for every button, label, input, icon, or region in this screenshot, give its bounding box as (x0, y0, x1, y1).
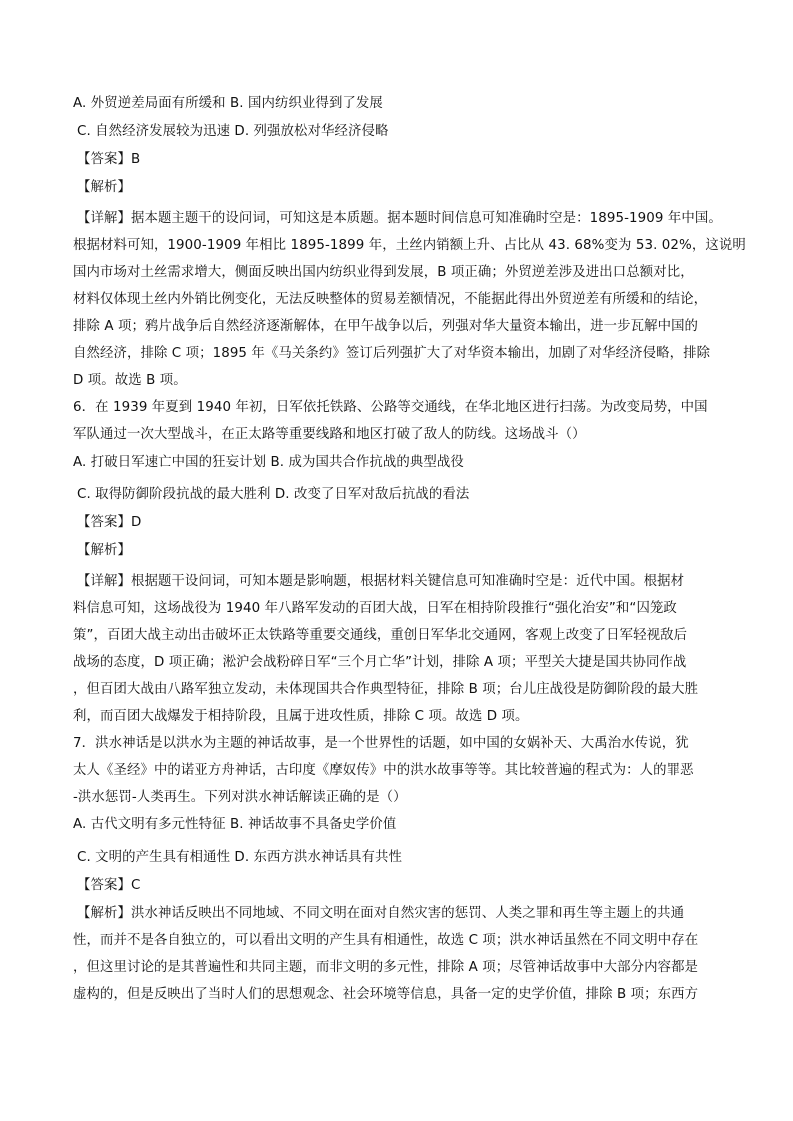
answer-label: 【答案】D (77, 515, 142, 530)
explanation-line: 【详解】据本题主题干的设问词，可知这是本质题。据本题时间信息可知准确时空是：1895-1909 年中国。 (77, 211, 722, 226)
explanation-line: 材料仅体现土丝内外销比例变化，无法反映整体的贸易差额情况，不能据此得出外贸逆差有所缓和的结论， (73, 292, 708, 307)
option-line: C. 取得防御阶段抗战的最大胜利 D. 改变了日军对敌后抗战的看法 (77, 487, 470, 502)
explanation-line: 战场的态度，D 项正确；淞沪会战粉碎日军“三个月亡华”计划，排除 A 项；平型关大捷是国共协同作战 (73, 655, 687, 670)
explanation-line: 根据材料可知，1900-1909 年相比 1895-1899 年，土丝内销额上升、占比从 43. 68%变为 53. 02%，这说明 (73, 238, 746, 253)
question-stem: 6．在 1939 年夏到 1940 年初，日军依托铁路、公路等交通线，在华北地区进行扫荡。为改变局势，中国 (73, 400, 708, 415)
explanation-line: D 项。故选 B 项。 (73, 373, 187, 388)
explanation-line: 策”，百团大战主动出击破坏正太铁路等重要交通线，重创日军华北交通网，客观上改变了日军轻视敌后 (73, 628, 688, 643)
explanation-line: 利，而百团大战爆发于相持阶段，且属于进攻性质，排除 C 项。故选 D 项。 (73, 709, 529, 724)
explanation-line: 料信息可知，这场战役为 1940 年八路军发动的百团大战，日军在相持阶段推行“强化治安”和“囚笼政 (73, 601, 677, 616)
answer-label: 【答案】B (77, 152, 141, 167)
explanation-line: 虚构的，但是反映出了当时人们的思想观念、社会环境等信息，具备一定的史学价值，排除 B 项；东西方 (73, 987, 699, 1002)
option-line: C. 文明的产生具有相通性 D. 东西方洪水神话具有共性 (77, 850, 402, 865)
explanation-line: 国内市场对土丝需求增大，侧面反映出国内纺织业得到发展，B 项正确；外贸逆差涉及进出口总额对比， (73, 265, 694, 280)
question-stem: 军队通过一次大型战斗，在正太路等重要线路和地区打破了敌人的防线。这场战斗（） (73, 427, 586, 442)
option-line: A. 古代文明有多元性特征 B. 神话故事不具备史学价值 (73, 817, 397, 832)
explanation-line: 【详解】根据题干设问词，可知本题是影响题，根据材料关键信息可知准确时空是：近代中国。根据材 (77, 574, 685, 589)
question-stem: 太人《圣经》中的诺亚方舟神话，古印度《摩奴传》中的洪水故事等等。其比较普遍的程式为：人的罪恶 (73, 763, 694, 778)
option-line: A. 外贸逆差局面有所缓和 B. 国内纺织业得到了发展 (73, 96, 383, 111)
explanation-line: 【解析】洪水神话反映出不同地域、不同文明在面对自然灾害的惩罚、人类之罪和再生等主题上的共通 (77, 906, 685, 921)
explanation-line: ，但百团大战由八路军独立发动，未体现国共合作典型特征，排除 B 项；台儿庄战役是防御阶段的最大胜 (73, 682, 699, 697)
analysis-label: 【解析】 (77, 180, 131, 195)
option-line: C. 自然经济发展较为迅速 D. 列强放松对华经济侵略 (77, 124, 389, 139)
explanation-line: 排除 A 项；鸦片战争后自然经济逐渐解体，在甲午战争以后，列强对华大量资本输出，进一步瓦解中国的 (73, 319, 699, 334)
question-stem: 7．洪水神话是以洪水为主题的神话故事，是一个世界性的话题，如中国的女娲补天、大禹治水传说，犹 (73, 736, 689, 751)
question-stem: -洪水惩罚-人类再生。下列对洪水神话解读正确的是（） (73, 790, 407, 805)
explanation-line: 自然经济，排除 C 项；1895 年《马关条约》签订后列强扩大了对华资本输出，加剧了对华经济侵略，排除 (73, 346, 711, 361)
analysis-label: 【解析】 (77, 543, 131, 558)
answer-label: 【答案】C (77, 878, 141, 893)
explanation-line: ，但这里讨论的是其普遍性和共同主题，而非文明的多元性，排除 A 项；尽管神话故事中大部分内容都是 (73, 960, 699, 975)
explanation-line: 性，而并不是各自独立的，可以看出文明的产生具有相通性，故选 C 项；洪水神话虽然在不同文明中存在 (73, 933, 699, 948)
option-line: A. 打破日军速亡中国的狂妄计划 B. 成为国共合作抗战的典型战役 (73, 455, 464, 470)
